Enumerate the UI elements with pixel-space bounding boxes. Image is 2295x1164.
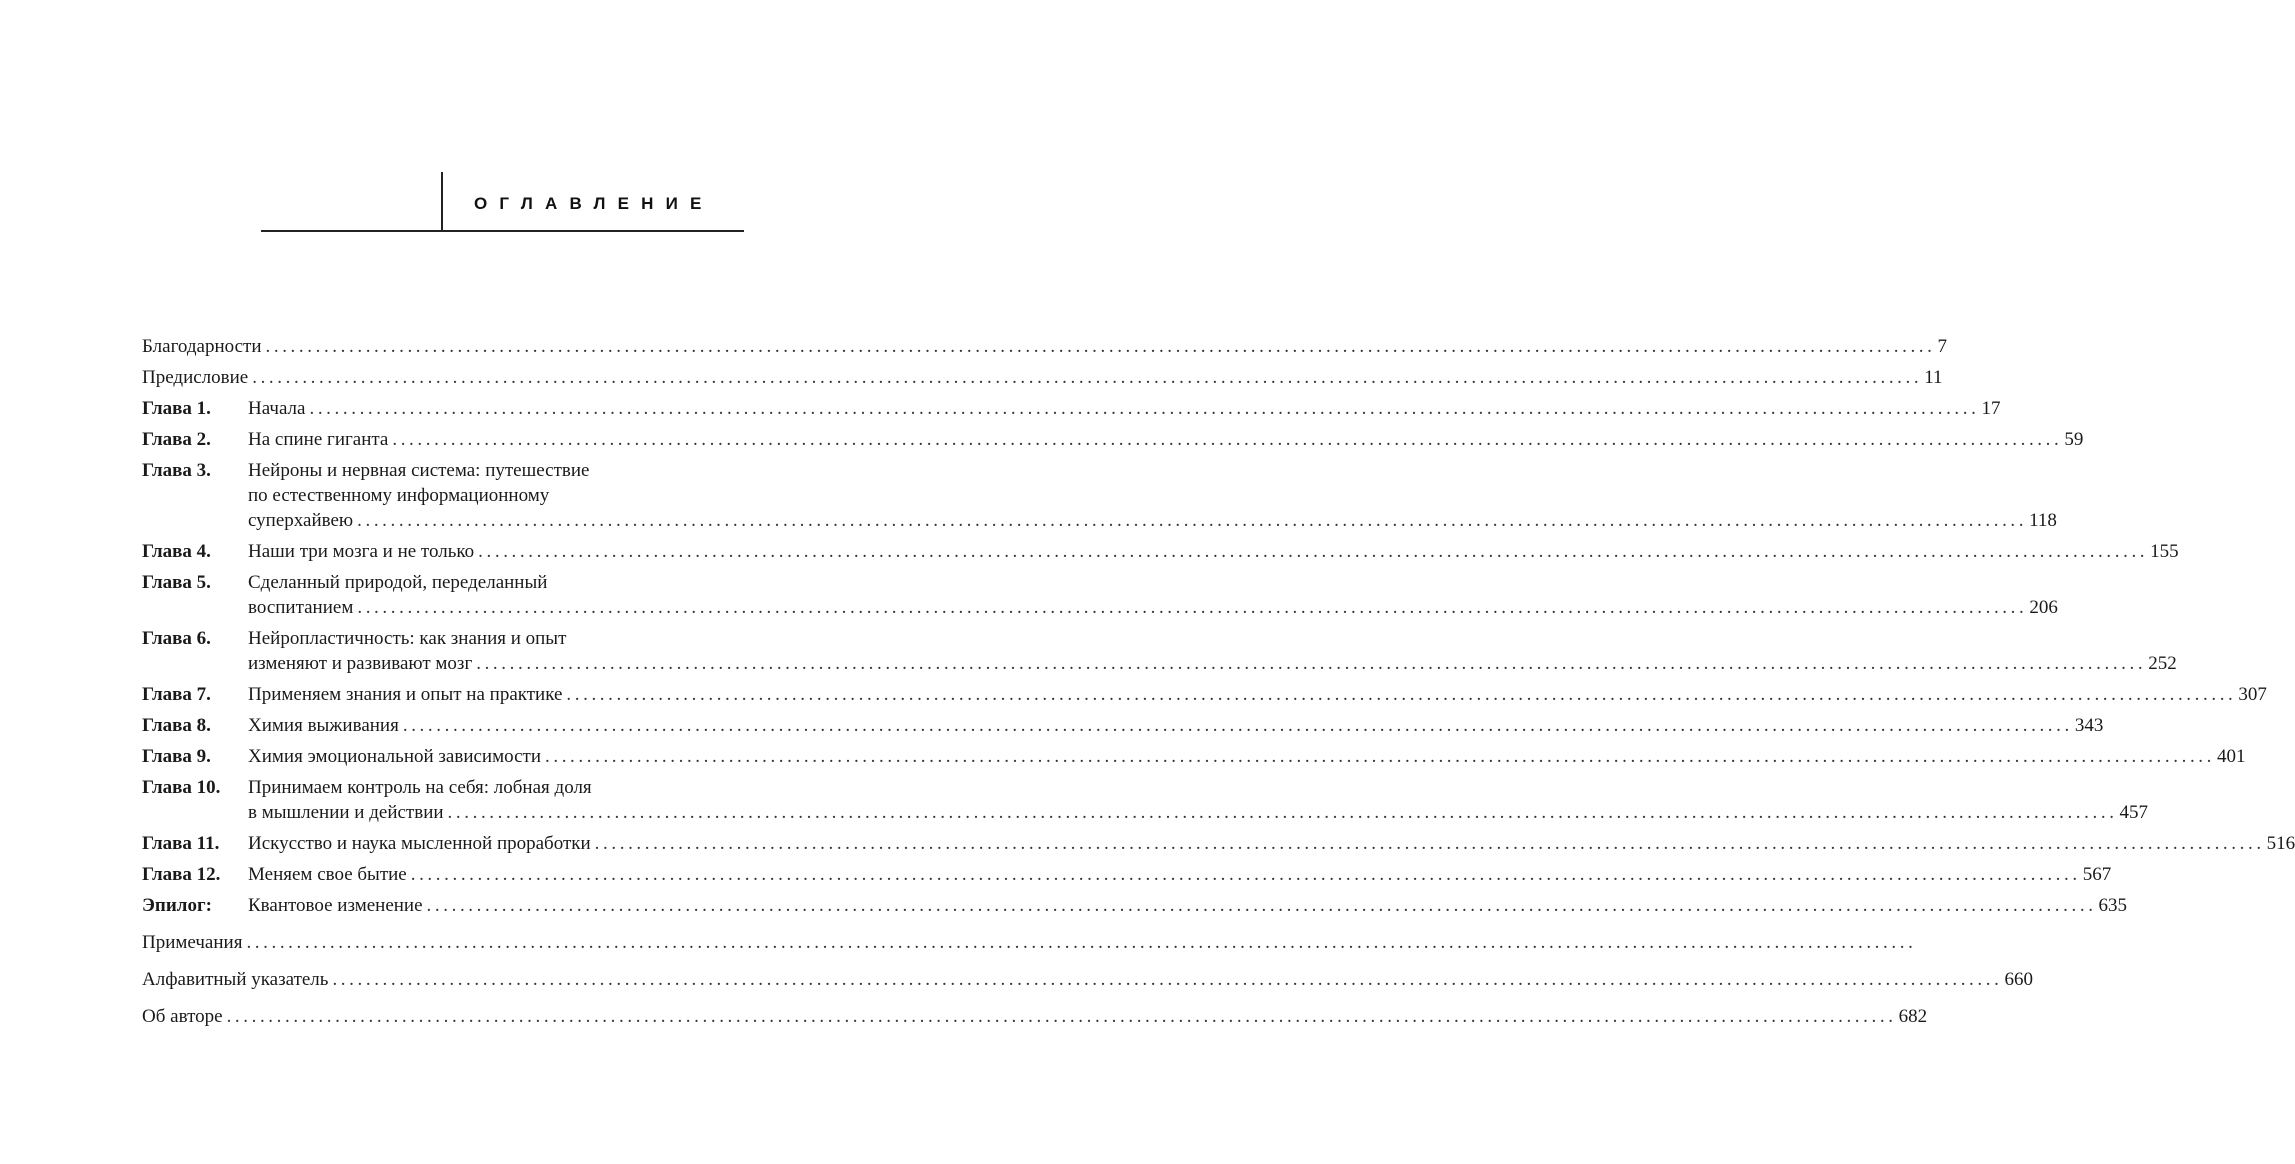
- toc-entry[interactable]: [142, 831, 2295, 856]
- toc-chapter-label: Глава 1.: [142, 398, 211, 419]
- toc-title-line: Химия эмоциональной зависимости: [248, 746, 541, 767]
- toc-dot-leader: ........................................................................................................................................................................................................: [594, 833, 2265, 854]
- toc-page-number: 155: [2150, 541, 2179, 562]
- toc-title-line: Меняем свое бытие: [248, 864, 407, 885]
- toc-entry[interactable]: [142, 862, 2112, 887]
- toc-page-number: 252: [2148, 653, 2177, 674]
- toc-dot-leader: ........................................................................................................................................................................................................: [246, 932, 1917, 953]
- toc-title-line: по естественному информационному: [248, 485, 550, 506]
- toc-dot-leader: ........................................................................................................................................................................................................: [447, 802, 2118, 823]
- toc-page-number: 457: [2119, 802, 2149, 823]
- toc-page-number: 118: [2029, 510, 2057, 531]
- toc-page-number: 567: [2082, 864, 2112, 885]
- toc-title-line: Предисловие: [142, 367, 249, 388]
- toc-page-number: 206: [2029, 597, 2058, 618]
- toc-title-line: Сделанный природой, переделанный: [248, 572, 548, 593]
- toc-chapter-label: Глава 9.: [142, 746, 211, 767]
- toc-dot-leader: ........................................................................................................................................................................................................: [392, 429, 2063, 450]
- toc-entry[interactable]: [142, 539, 2179, 564]
- toc-title-line: Примечания: [142, 932, 243, 953]
- toc-dot-leader: ........................................................................................................................................................................................................: [476, 653, 2147, 674]
- toc-title-line: Химия выживания: [248, 715, 399, 736]
- table-of-contents: [142, 334, 2295, 1029]
- toc-dot-leader: ........................................................................................................................................................................................................: [332, 969, 2003, 990]
- toc-chapter-label: Глава 12.: [142, 864, 221, 885]
- toc-entry[interactable]: [142, 334, 1947, 359]
- toc-page-number: 660: [2004, 969, 2033, 990]
- toc-dot-leader: ........................................................................................................................................................................................................: [357, 597, 2028, 618]
- toc-entry[interactable]: [142, 744, 2246, 769]
- toc-entry[interactable]: [142, 1004, 1928, 1029]
- toc-entry[interactable]: [142, 396, 2001, 421]
- toc-title-line: Искусство и наука мысленной проработки: [248, 833, 591, 854]
- toc-entry[interactable]: [142, 713, 2104, 738]
- toc-chapter-label: Глава 3.: [142, 460, 211, 481]
- toc-title-line: Начала: [248, 398, 306, 419]
- toc-page-number: 682: [1898, 1006, 1928, 1027]
- header-vertical-rule: [441, 172, 443, 231]
- page-title: ОГЛАВЛЕНИЕ: [474, 194, 714, 213]
- toc-page-number: 307: [2238, 684, 2267, 705]
- toc-dot-leader: ........................................................................................................................................................................................................: [252, 367, 1923, 388]
- toc-chapter-label: Глава 11.: [142, 833, 220, 854]
- toc-title-line: Нейропластичность: как знания и опыт: [248, 628, 567, 649]
- toc-title-line: изменяют и развивают мозг: [248, 653, 473, 674]
- toc-entry[interactable]: [142, 570, 2058, 620]
- toc-title-line: На спине гиганта: [248, 429, 389, 450]
- toc-page-number: 401: [2217, 746, 2246, 767]
- toc-entry[interactable]: [142, 427, 2084, 452]
- toc-title-line: суперхайвею: [248, 510, 354, 531]
- toc-chapter-label: Глава 6.: [142, 628, 211, 649]
- toc-title-line: Нейроны и нервная система: путешествие: [248, 460, 590, 481]
- toc-title-line: Алфавитный указатель: [142, 969, 329, 990]
- toc-page-number: 17: [1981, 398, 2001, 419]
- toc-dot-leader: ........................................................................................................................................................................................................: [402, 715, 2073, 736]
- toc-dot-leader: ........................................................................................................................................................................................................: [357, 510, 2028, 531]
- toc-page-number: 516: [2266, 833, 2295, 854]
- toc-dot-leader: ........................................................................................................................................................................................................: [410, 864, 2081, 885]
- toc-page-number: 343: [2074, 715, 2104, 736]
- toc-chapter-label: Глава 5.: [142, 572, 211, 593]
- toc-chapter-label: Глава 2.: [142, 429, 211, 450]
- toc-dot-leader: ........................................................................................................................................................................................................: [309, 398, 1980, 419]
- toc-title-line: Наши три мозга и не только: [248, 541, 475, 562]
- toc-title-line: Принимаем контроль на себя: лобная доля: [248, 777, 592, 798]
- toc-chapter-label: Глава 7.: [142, 684, 211, 705]
- toc-page-number: 59: [2064, 429, 2084, 450]
- toc-entry[interactable]: [142, 775, 2149, 825]
- toc-entry[interactable]: [142, 967, 2033, 992]
- toc-title-line: Об авторе: [142, 1006, 223, 1027]
- toc-entry[interactable]: [142, 930, 1917, 955]
- toc-entry[interactable]: [142, 365, 1943, 390]
- toc-dot-leader: ........................................................................................................................................................................................................: [545, 746, 2215, 767]
- toc-dot-leader: ........................................................................................................................................................................................................: [566, 684, 2237, 705]
- toc-entry[interactable]: [142, 893, 2128, 918]
- toc-title-line: Благодарности: [142, 336, 262, 357]
- toc-chapter-label: Эпилог:: [142, 895, 212, 916]
- toc-dot-leader: ........................................................................................................................................................................................................: [226, 1006, 1897, 1027]
- toc-entry[interactable]: [142, 682, 2267, 707]
- toc-title-line: Применяем знания и опыт на практике: [248, 684, 563, 705]
- toc-title-line: Квантовое изменение: [248, 895, 423, 916]
- toc-title-line: воспитанием: [248, 597, 354, 618]
- toc-page-number: 7: [1937, 336, 1947, 357]
- toc-dot-leader: ........................................................................................................................................................................................................: [478, 541, 2149, 562]
- toc-chapter-label: Глава 8.: [142, 715, 211, 736]
- toc-entry[interactable]: [142, 458, 2057, 533]
- toc-dot-leader: ........................................................................................................................................................................................................: [426, 895, 2097, 916]
- toc-chapter-label: Глава 10.: [142, 777, 221, 798]
- toc-entry[interactable]: [142, 626, 2177, 676]
- toc-page-number: 635: [2098, 895, 2128, 916]
- header-horizontal-rule: [261, 230, 744, 232]
- toc-page-number: 11: [1924, 367, 1943, 388]
- toc-dot-leader: ........................................................................................................................................................................................................: [265, 336, 1936, 357]
- toc-title-line: в мышлении и действии: [248, 802, 444, 823]
- toc-chapter-label: Глава 4.: [142, 541, 211, 562]
